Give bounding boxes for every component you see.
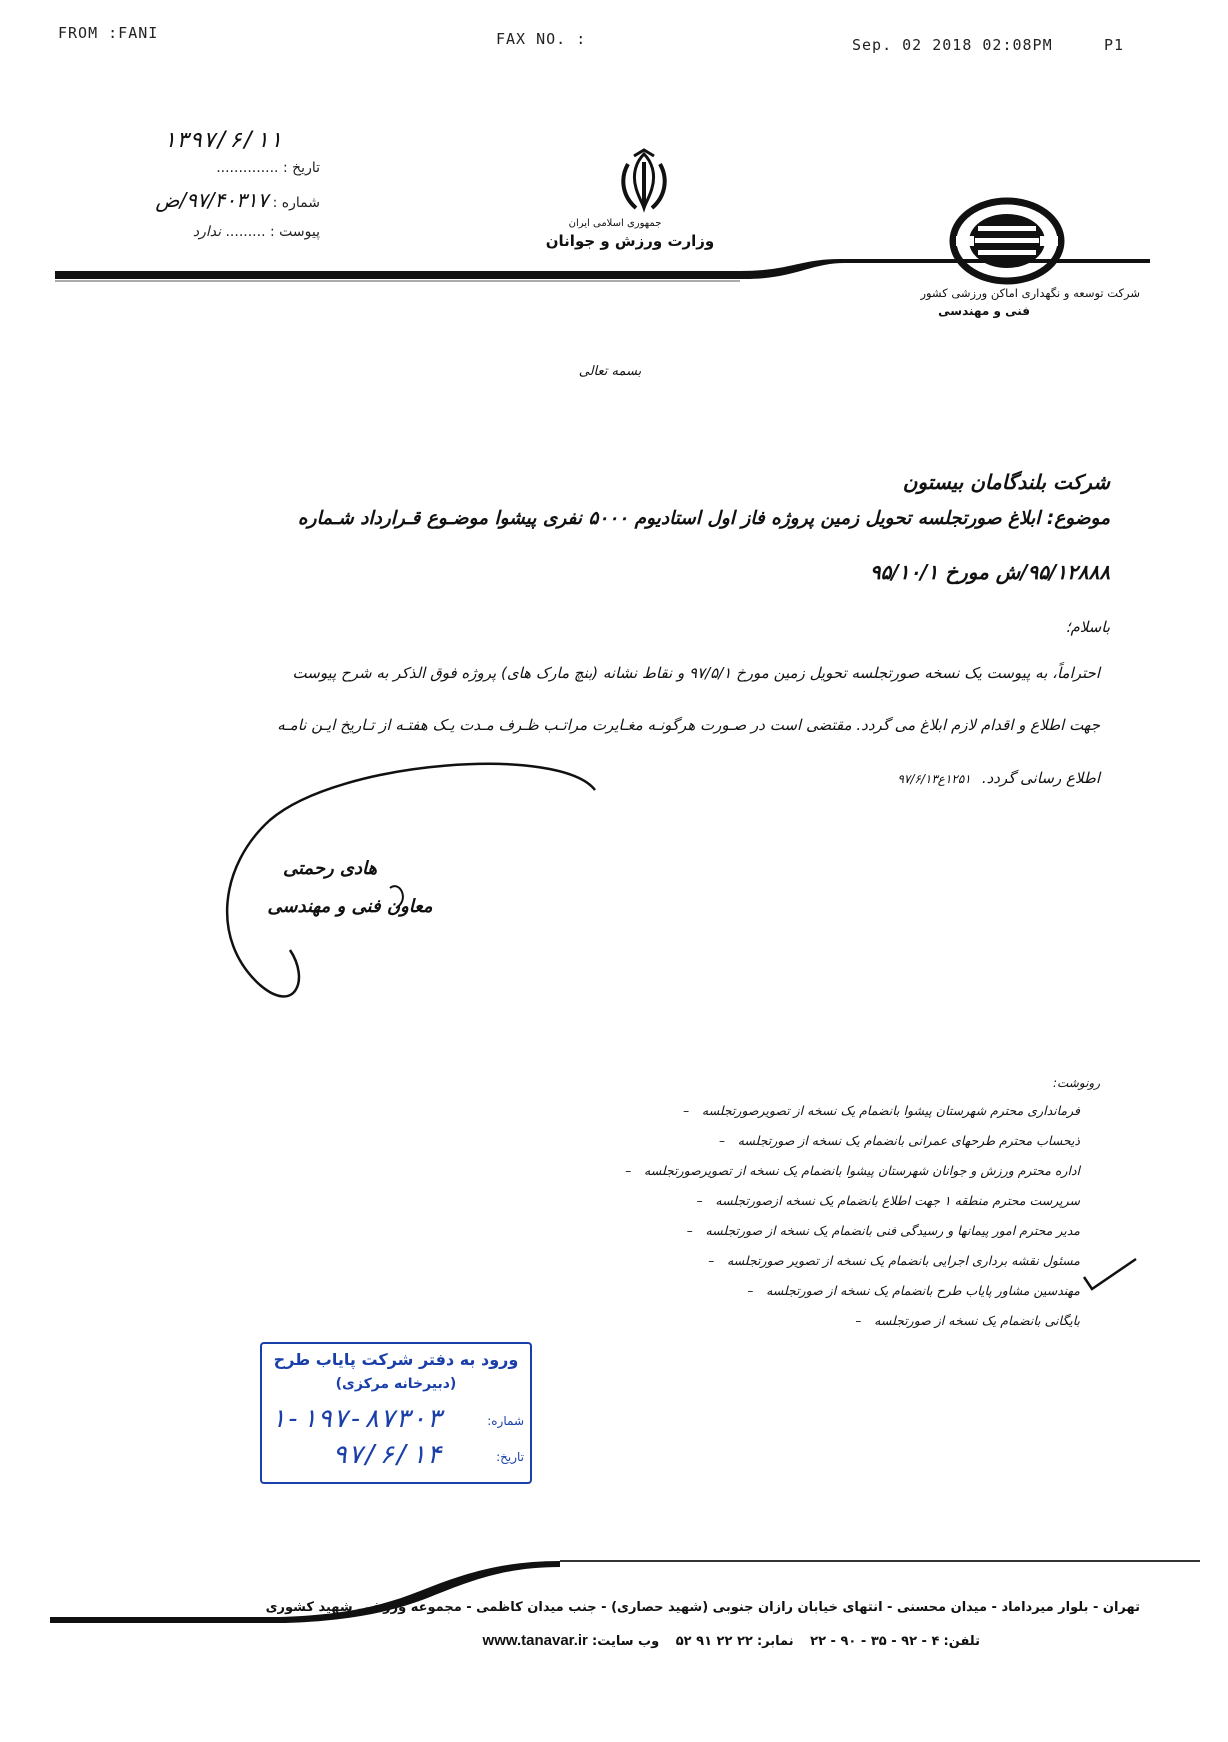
letter-meta <box>90 120 320 250</box>
stamp-number-value: ۱-۱۹۷-۸۷۳۰۳ <box>270 1404 443 1434</box>
stamp-date-label: تاریخ: <box>496 1450 524 1464</box>
body-line3: اطلاع رسانی گردد. <box>981 769 1100 787</box>
subject-line2: ۹۵/۱۲۸۸۸/ش مورخ ۹۵/۱۰/۱ <box>869 560 1110 584</box>
phone-value: ۴ - ۹۲ - ۳۵ - ۹۰ - ۲۲ <box>810 1634 940 1649</box>
ministry-line2: وزارت ورزش و جوانان <box>545 232 715 250</box>
list-item: مهندسین مشاور پایاب طرح بانضمام یک نسخه از صورتجلسه – <box>747 1283 1080 1298</box>
signer-name: هادی رحمتی <box>282 858 377 879</box>
checkmark-icon <box>1080 1255 1140 1295</box>
website-link[interactable]: www.tanavar.ir <box>482 1632 588 1649</box>
date-label: تاریخ : <box>282 160 320 176</box>
receipt-stamp <box>260 1342 532 1484</box>
attachment-row <box>90 224 320 240</box>
phone-label: تلفن: <box>943 1634 980 1649</box>
stamp-number-label: شماره: <box>487 1414 524 1428</box>
list-item: بایگانی بانضمام یک نسخه از صورتجلسه – <box>855 1313 1080 1328</box>
body-note: ۱۲۵۱ع۹۷/۶/۱۳ <box>897 772 971 786</box>
recipient: شرکت بلندگامان بیستون <box>902 470 1110 494</box>
attachment-dots: ......... <box>225 224 266 240</box>
ministry-line1: جمهوری اسلامی ایران <box>568 218 662 229</box>
list-item: فرمانداری محترم شهرستان پیشوا بانضمام یک نسخه از تصویرصورتجلسه – <box>683 1103 1080 1118</box>
footer-swoosh <box>0 1555 1228 1635</box>
attachment-value: ندارد <box>192 224 222 240</box>
fax-from: FROM :FANI <box>58 24 159 42</box>
fax-label: نمابر: <box>756 1634 794 1649</box>
footer-address: تهران - بلوار میرداماد - میدان محسنی - انتهای خیابان رازان جنوبی (شهید حصاری) - جنب میدان کاظمی - مجموعه ورزشی شهید کشوری <box>265 1600 1140 1615</box>
signature-scribble <box>200 750 620 1010</box>
number-label: شماره : <box>272 195 320 211</box>
date-dots: .............. <box>216 160 279 176</box>
list-item: مدیر محترم امور پیمانها و رسیدگی فنی بانضمام یک نسخه از صورتجلسه – <box>686 1223 1080 1238</box>
fax-page: P1 <box>1104 36 1125 54</box>
footer-contact <box>380 1632 980 1649</box>
signer-title: معاون فنی و مهندسی <box>267 896 433 917</box>
company-line2: فنی و مهندسی <box>938 304 1030 318</box>
body-line1: احتراماً، به پیوست یک نسخه صورتجلسه تحویل زمین مورخ ۹۷/۵/۱ و نقاط نشانه (بنچ مارک های) پروژه فوق الذکر به شرح پیوست <box>292 664 1100 682</box>
stamp-title: ورود به دفتر شرکت پایاب طرح <box>273 1350 519 1369</box>
list-item: ذیحساب محترم طرحهای عمرانی بانضمام یک نسخه از صورتجلسه – <box>718 1133 1080 1148</box>
website-label: وب سایت: <box>592 1634 660 1649</box>
number-value: ۹۷/۴۰۳۱۷/ض <box>155 188 269 212</box>
company-line1: شرکت توسعه و نگهداری اماکن ورزشی کشور <box>920 286 1140 300</box>
list-item: مسئول نقشه برداری اجرایی بانضمام یک نسخه از تصویر صورتجلسه – <box>708 1253 1080 1268</box>
body-line2: جهت اطلاع و اقدام لازم ابلاغ می گردد. مقتضی است در صـورت هرگونـه مغـایرت مراتـب ظـرف مـدت یـک هفتـه از تـاریخ ایـن نامـه <box>277 716 1100 734</box>
copies-label: رونوشت: <box>1052 1076 1100 1090</box>
fax-value: ۲۲ ۲۲ ۹۱ ۵۲ <box>675 1634 753 1649</box>
date-row <box>90 160 320 176</box>
iran-emblem-icon <box>614 148 674 216</box>
body-line3-row <box>880 768 1100 787</box>
header-swoosh <box>0 255 1228 305</box>
stamp-date-value: ۹۷/۶/۱۴ <box>332 1440 442 1470</box>
attachment-label: پیوست : <box>270 224 320 240</box>
date-value: ۱۳۹۷/۶/۱۱ <box>162 128 282 153</box>
subject-line1: موضوع: ابلاغ صورتجلسه تحویل زمین پروژه فاز اول استادیوم ۵۰۰۰ نفری پیشوا موضـوع قـرارداد شـماره <box>297 508 1110 529</box>
number-row <box>90 188 320 212</box>
ministry-emblem <box>614 148 674 216</box>
greeting: باسلام؛ <box>1065 618 1110 636</box>
list-item: سرپرست محترم منطقه ۱ جهت اطلاع بانضمام یک نسخه ازصورتجلسه – <box>696 1193 1080 1208</box>
fax-datetime: Sep. 02 2018 02:08PM <box>852 36 1053 54</box>
list-item: اداره محترم ورزش و جوانان شهرستان پیشوا بانضمام یک نسخه از تصویرصورتجلسه – <box>625 1163 1080 1178</box>
stamp-subtitle: (دبیرخانه مرکزی) <box>335 1376 457 1392</box>
invocation: بسمه تعالی <box>578 364 642 379</box>
fax-number: FAX NO. : <box>496 30 587 48</box>
